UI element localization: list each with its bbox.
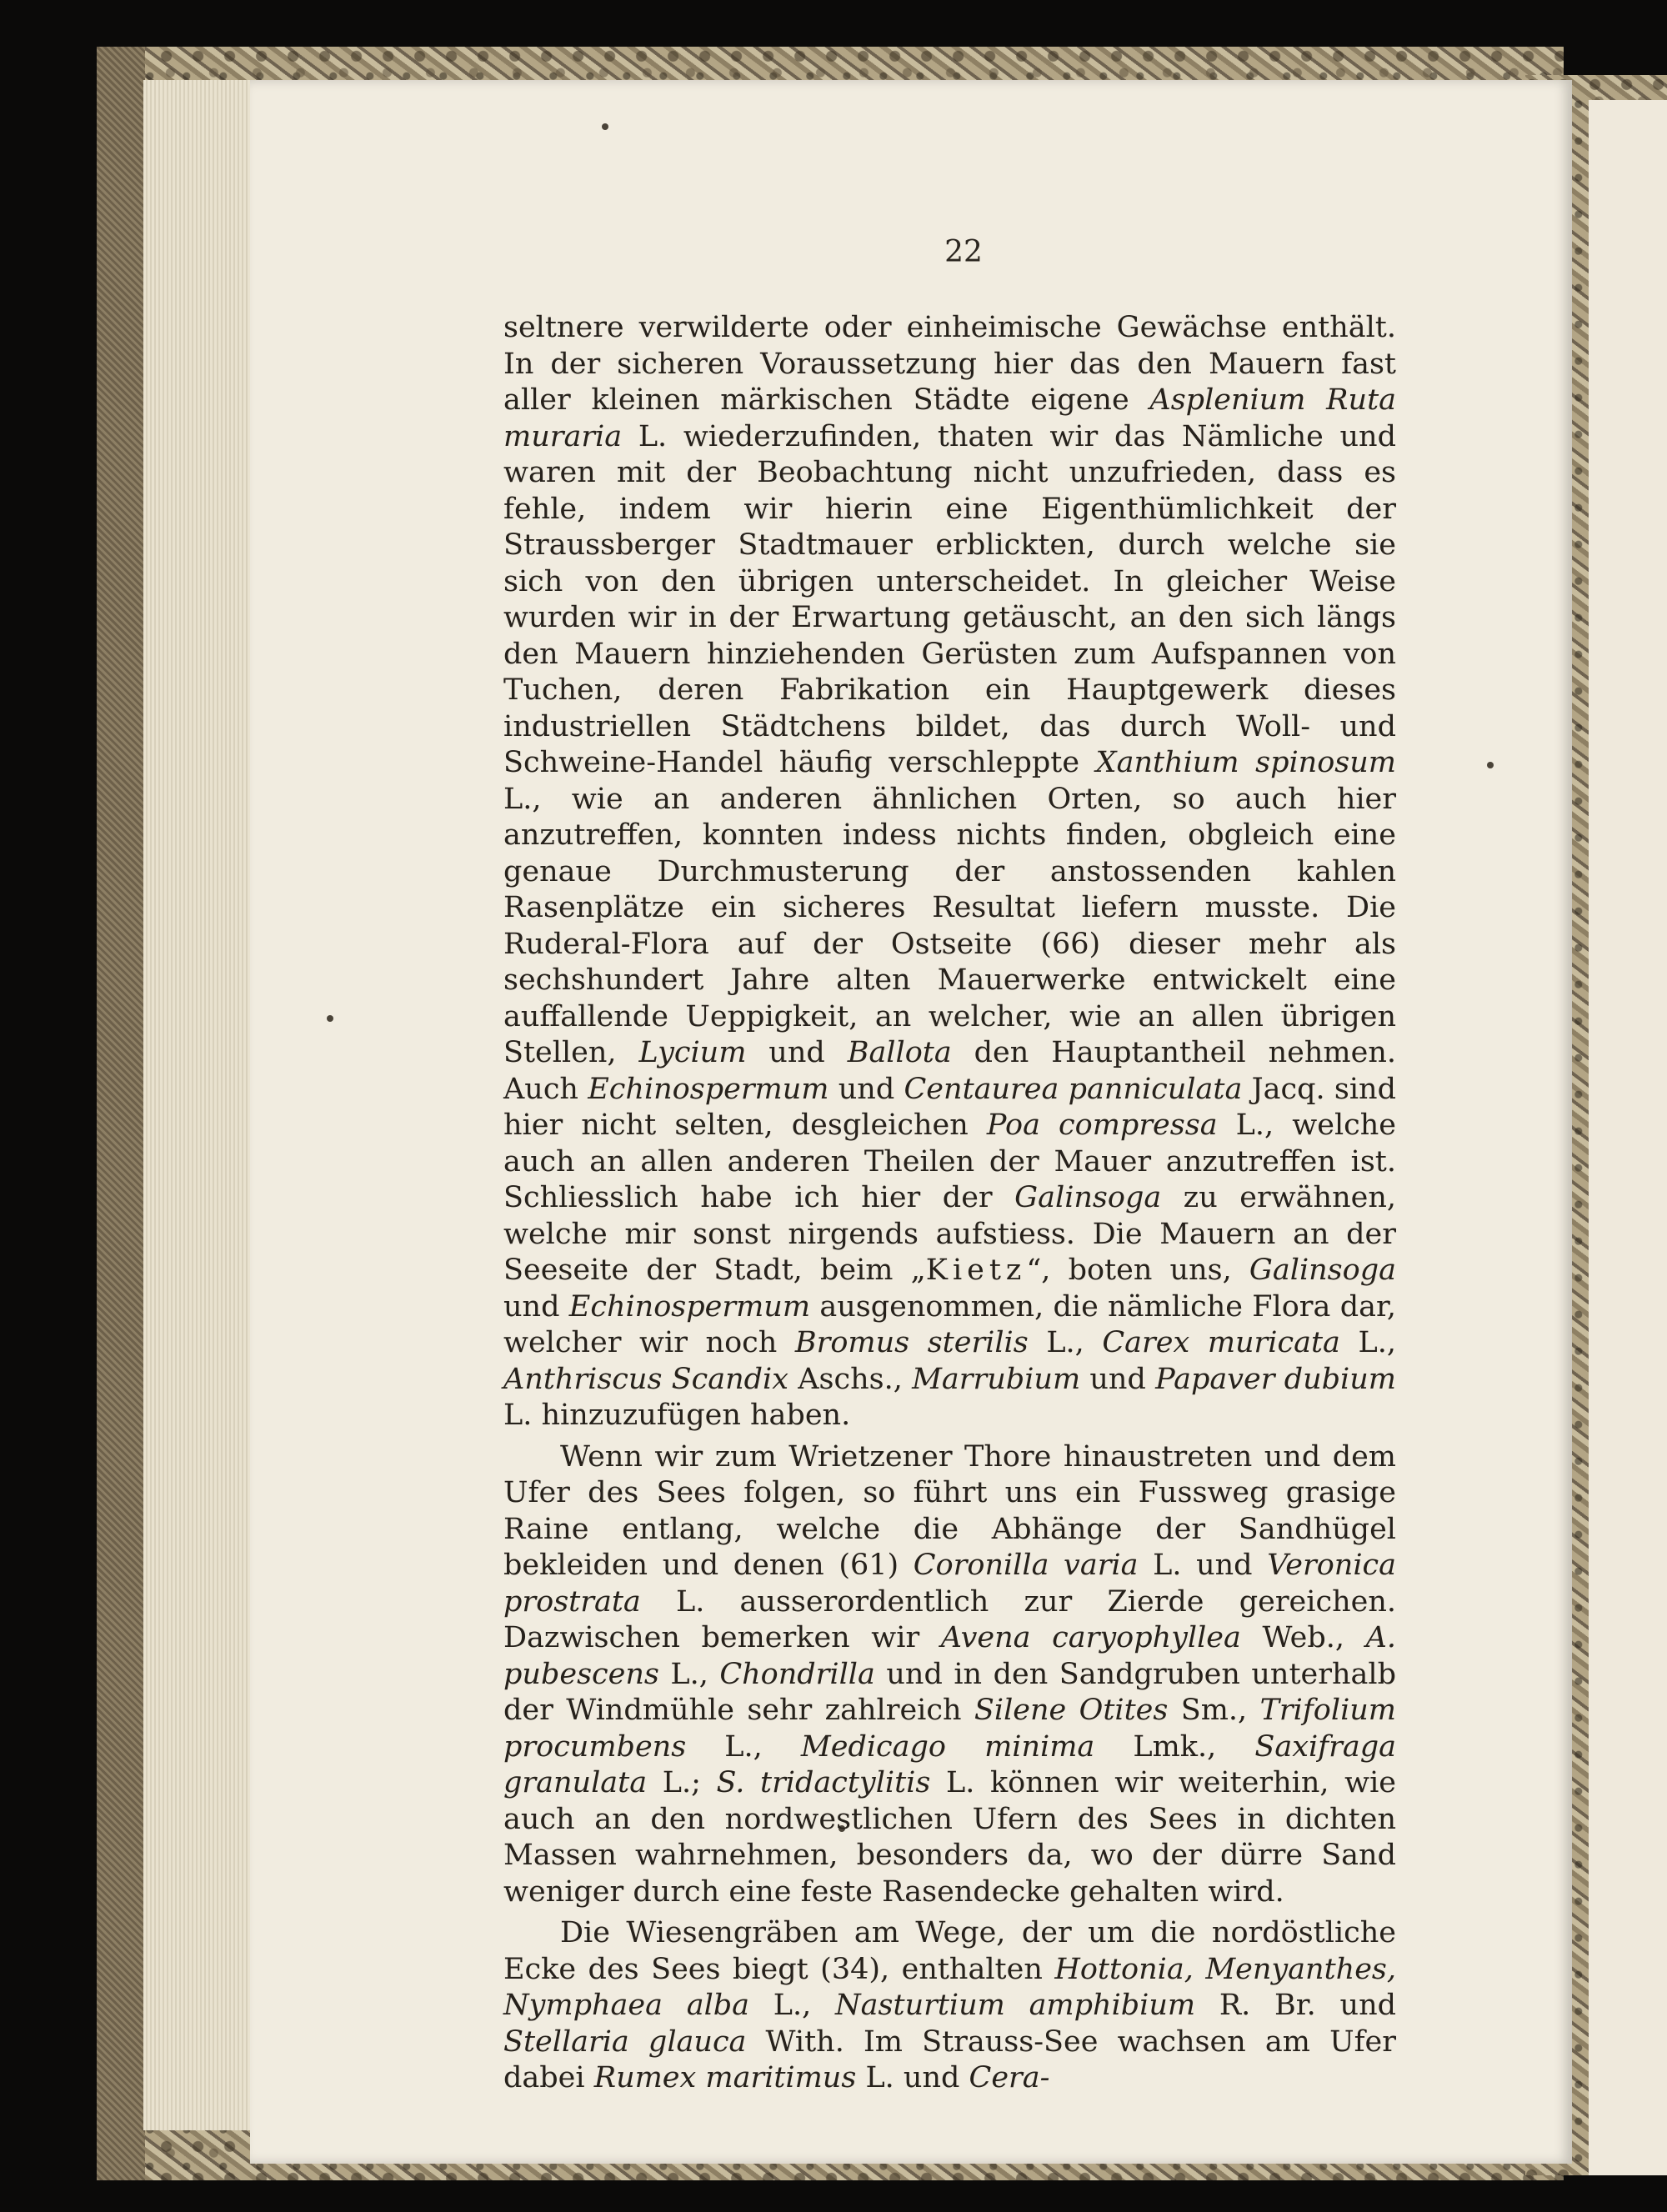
text-run: L., <box>1028 1326 1103 1359</box>
italic-text-run: Galinsoga <box>1249 1254 1396 1287</box>
text-run: With. Im Strauss-See wachsen am Ufer dabei <box>503 2024 1396 2094</box>
text-run: und <box>828 1072 904 1106</box>
text-run: und in den Sandgruben unterhalb der Windmühle sehr zahlreich <box>503 1657 1396 1727</box>
text-run: L., wie an anderen ähnlichen Orten, so auch hier anzutreffen, konnten indess nichts finden, obgleich eine genaue Durchmusterung der anstossenden kahlen Rasenplätze ein sicheres Resultat liefern musste. Die Ruderal-Flora auf der Ostseite (66) dieser mehr als sechshundert Jahre alten Mauerwerke entwickelt eine auffallende Ueppigkeit, an welcher, wie an allen übrigen Stellen, <box>503 782 1396 1069</box>
text-run: und <box>503 1289 569 1324</box>
italic-text-run: Ballota <box>847 1036 952 1069</box>
italic-text-run: Centaurea panniculata <box>904 1072 1243 1106</box>
italic-text-run: Echinospermum <box>568 1289 811 1324</box>
text-run: L. wiederzufinden, thaten wir das Nämliche und waren mit der Beobachtung nicht unzufrieden, dass es fehle, indem wir hierin eine Eigenthümlichkeit der Straussberger Stadtmauer erblickten, durch welche sie sich von den übrigen unterscheidet. In gleicher Weise wurden wir in der Erwartung getäuscht, an den sich längs den Mauern hinziehenden Gerüsten zum Aufspannen von Tuchen, deren Fabrikation ein Hauptgewerk dieses industriellen Städtchens bildet, das durch Woll- und Schweine-Handel häufig verschleppte <box>503 419 1396 779</box>
text-run: L., <box>686 1729 801 1764</box>
text-run: und <box>746 1036 848 1069</box>
italic-text-run: Asplenium Ruta muraria <box>503 383 1396 453</box>
italic-text-run: Cera- <box>969 2061 1050 2094</box>
text-run: L., <box>749 1989 836 2022</box>
italic-text-run: Coronilla varia <box>913 1549 1139 1582</box>
italic-text-run: Echinospermum <box>588 1072 829 1106</box>
text-run: L. ausserordentlich zur Zierde gereichen. Dazwischen bemerken wir <box>503 1584 1396 1654</box>
text-run: den Hauptantheil nehmen. Auch <box>503 1036 1396 1106</box>
italic-text-run: Veronica prostrata <box>503 1549 1396 1619</box>
italic-text-run: Stellaria glauca <box>503 2024 747 2059</box>
next-page-edge <box>1589 100 1667 2175</box>
italic-text-run: Anthriscus Scandix <box>503 1362 788 1396</box>
text-run: L.; <box>647 1766 717 1799</box>
italic-text-run: S. tridactylitis <box>716 1766 931 1799</box>
text-run: zu erwähnen, welche mir sonst nirgends aufstiess. Die Mauern an der Seeseite der Stadt, beim „ <box>503 1181 1396 1287</box>
italic-text-run: Hottonia, Menyanthes, Nymphaea alba <box>503 1952 1396 2022</box>
italic-text-run: Bromus sterilis <box>794 1326 1029 1359</box>
text-run: L. können wir weiterhin, wie auch an den nordwestlichen Ufern des Sees in dichten Massen wahrnehmen, besonders da, wo der dürre Sand weniger durch eine feste Rasendecke gehalten wird. <box>503 1766 1397 1909</box>
text-run: L., <box>1339 1326 1396 1359</box>
italic-text-run: A. pubescens <box>503 1621 1396 1691</box>
italic-text-run: Trifolium procumbens <box>503 1694 1396 1764</box>
italic-text-run: Saxifraga granulata <box>503 1729 1396 1799</box>
italic-text-run: Carex muricata <box>1102 1326 1340 1359</box>
text-run: und <box>1080 1362 1156 1396</box>
paragraph-1 <box>503 310 1396 1434</box>
paragraph-3 <box>503 1915 1396 2097</box>
text-run: seltnere verwilderte oder einheimische Gewächse enthält. In der sicheren Voraussetzung hier das den Mauern fast aller kleinen märkischen Städte eigene <box>503 311 1396 417</box>
text-run: Lmk., <box>1094 1729 1255 1764</box>
italic-text-run: Rumex maritimus <box>593 2061 857 2094</box>
spaced-text-run: Kietz <box>925 1254 1027 1287</box>
text-run: Jacq. sind hier nicht selten, desgleichen <box>503 1072 1396 1142</box>
italic-text-run: Marrubium <box>912 1362 1081 1396</box>
paper-speck <box>1487 762 1494 768</box>
text-run: R. Br. und <box>1195 1989 1397 2022</box>
text-run: Web., <box>1240 1621 1366 1654</box>
italic-text-run: Silene Otites <box>974 1694 1169 1727</box>
italic-text-run: Galinsoga <box>1014 1181 1162 1214</box>
italic-text-run: Xanthium spinosum <box>1095 746 1396 779</box>
text-run: L. und <box>1138 1549 1268 1582</box>
italic-text-run: Nasturtium amphibium <box>835 1989 1196 2022</box>
text-run: L., welche auch an allen anderen Theilen der Mauer anzutreffen ist. Schliesslich habe ich hier der <box>503 1109 1397 1214</box>
italic-text-run: Lycium <box>638 1036 747 1069</box>
paragraph-2 <box>503 1439 1396 1911</box>
text-run: L., <box>658 1657 720 1691</box>
paper-speck <box>602 123 608 130</box>
text-run: ausgenommen, die nämliche Flora dar, welcher wir noch <box>503 1289 1396 1359</box>
page-number: 22 <box>944 235 983 269</box>
cloth-spine <box>97 47 145 2180</box>
text-run: Sm., <box>1168 1694 1260 1727</box>
text-run: “, boten uns, <box>1026 1254 1249 1287</box>
text-run: L. hinzuzufügen haben. <box>503 1399 851 1432</box>
italic-text-run: Papaver dubium <box>1155 1362 1396 1396</box>
italic-text-run: Poa compressa <box>986 1109 1218 1142</box>
body-text <box>503 310 1396 2097</box>
italic-text-run: Avena caryophyllea <box>940 1621 1241 1654</box>
text-run: L. und <box>856 2061 969 2094</box>
text-run: Die Wiesengräben am Wege, der um die nordöstliche Ecke des Sees biegt (34), enthalten <box>503 1916 1396 1986</box>
paper-speck <box>327 1015 333 1022</box>
italic-text-run: Chondrilla <box>719 1657 875 1691</box>
text-run: Wenn wir zum Wrietzener Thore hinaustreten und dem Ufer des Sees folgen, so führt uns ein Fussweg grasige Raine entlang, welche die Abhänge der Sandhügel bekleiden und denen (61) <box>503 1439 1396 1582</box>
text-run: Aschs., <box>788 1362 913 1396</box>
italic-text-run: Medicago minima <box>800 1729 1095 1764</box>
